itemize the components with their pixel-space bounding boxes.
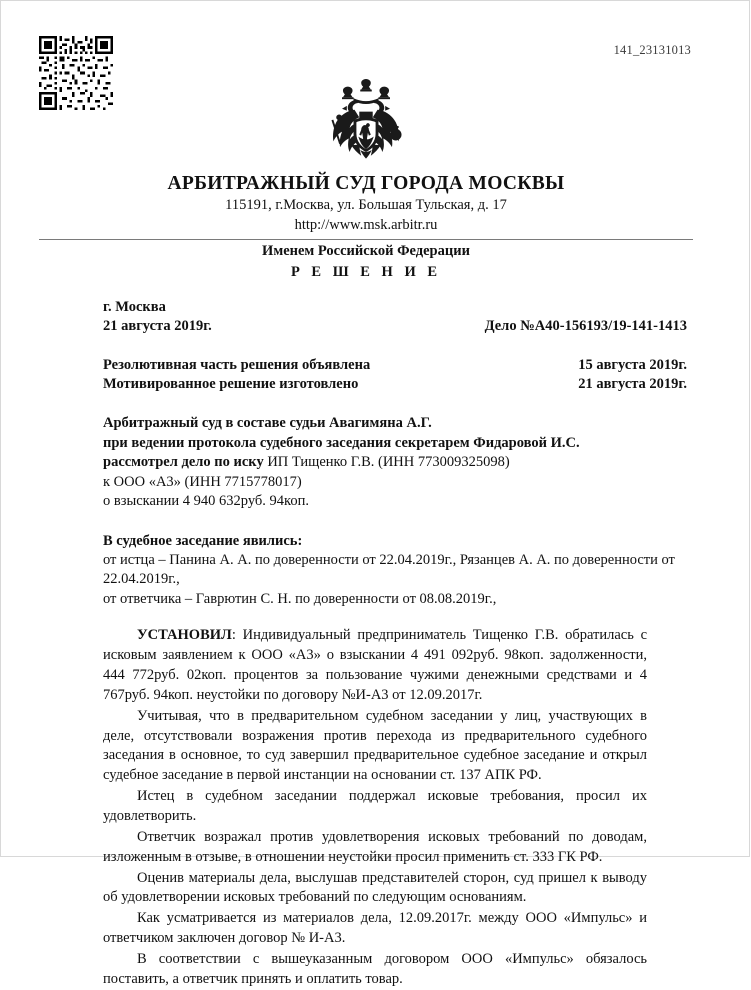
body-paragraph: Истец в судебном заседании поддержал исковые требования, просил их удовлетворить. <box>103 788 647 825</box>
defendant-line: к ООО «А3» (ИНН 7715778017) <box>103 473 302 490</box>
document-id: 141_23131013 <box>613 43 691 57</box>
body-paragraph <box>103 626 647 705</box>
established-word: УСТАНОВИЛ <box>137 627 232 644</box>
court-composition <box>39 414 693 511</box>
body-paragraph: Как усматривается из материалов дела, 12.09.2017г. между ООО «Импульс» и ответчиком заключен договор № И-А3. <box>103 910 647 947</box>
attendance-title: В судебное заседание явились: <box>103 532 303 549</box>
header-divider <box>39 239 693 240</box>
reasoned-decision-row <box>103 375 687 394</box>
reasoned-decision-date: 21 августа 2019г. <box>578 376 687 393</box>
claim-line <box>103 453 687 472</box>
decision-title: Р Е Ш Е Н И Е <box>290 263 442 280</box>
claim-subject-line: о взыскании 4 940 632руб. 94коп. <box>103 493 309 510</box>
body-paragraph: Учитывая, что в предварительном судебном заседании у лиц, участвующих в деле, отсутствовали возражения против перехода из предварительного судебного заседания в основное, то суд завершил предварительное судебное заседание и открыл судебное заседание в первой инстанции на основании ст. 137 АПК РФ. <box>103 707 647 784</box>
claimant-name: ИП Тищенко Г.В. (ИНН 773009325098) <box>267 454 510 471</box>
operative-part-label: Резолютивная часть решения объявлена <box>103 356 371 373</box>
attendance-claimant: от истца – Панина А. А. по доверенности от 22.04.2019г., Рязанцев А. А. по доверенности от 22.04.2019г., <box>103 552 675 588</box>
body-paragraph: Ответчик возражал против удовлетворения исковых требований по доводам, изложенным в отзыве, в отношении неустойки просил применить ст. 333 ГК РФ. <box>103 828 647 865</box>
date-case-row <box>103 317 687 336</box>
body-paragraph: В соответствии с вышеуказанным договором ООО «Импульс» обязалось поставить, а ответчик принять и оплатить товар. <box>103 951 647 987</box>
court-heading <box>39 173 693 282</box>
decision-dates <box>39 356 693 395</box>
city-label: г. Москва <box>103 298 166 315</box>
city-row <box>103 298 687 317</box>
operative-part-row <box>103 356 687 375</box>
court-address: 115191, г.Москва, ул. Большая Тульская, д. 17 <box>225 197 507 214</box>
claim-label: рассмотрел дело по иску <box>103 454 264 471</box>
case-meta <box>39 298 693 337</box>
attendance-defendant: от ответчика – Гаврютин С. Н. по доверенности от 08.08.2019г., <box>103 590 497 607</box>
body-paragraph-text: : Индивидуальный предприниматель Тищенко Г.В. обратилась с исковым заявлением к ООО «А3» о взыскании 4 491 092руб. 98коп. задолженности, 444 772руб. 02коп. процентов за пользование чужими денежными средствами и 4 767руб. 94коп. неустойки по договору №И-А3 от 12.09.2017г. <box>103 627 647 703</box>
operative-part-date: 15 августа 2019г. <box>578 356 687 373</box>
document-content <box>1 1 751 987</box>
in-name-of-federation: Именем Российской Федерации <box>262 243 470 260</box>
court-website-url: http://www.msk.arbitr.ru <box>294 217 438 234</box>
decision-date: 21 августа 2019г. <box>103 318 212 335</box>
russian-coat-of-arms-icon <box>318 77 414 177</box>
judge-line: Арбитражный суд в составе судьи Авагимяна А.Г. <box>103 415 432 432</box>
document-header-strip <box>39 21 693 173</box>
reasoned-decision-label: Мотивированное решение изготовлено <box>103 376 359 393</box>
case-number: Дело №А40-156193/19-141-1413 <box>484 318 687 335</box>
attendance-block <box>39 532 693 610</box>
decision-body <box>39 626 693 989</box>
secretary-line: при ведении протокола судебного заседания секретарем Фидаровой И.С. <box>103 434 580 451</box>
court-name: АРБИТРАЖНЫЙ СУД ГОРОДА МОСКВЫ <box>167 173 565 194</box>
body-paragraph: Оценив материалы дела, выслушав представителей сторон, суд пришел к выводу об удовлетворении исковых требований по следующим основаниям. <box>103 869 647 906</box>
qr-code-icon <box>39 36 113 110</box>
